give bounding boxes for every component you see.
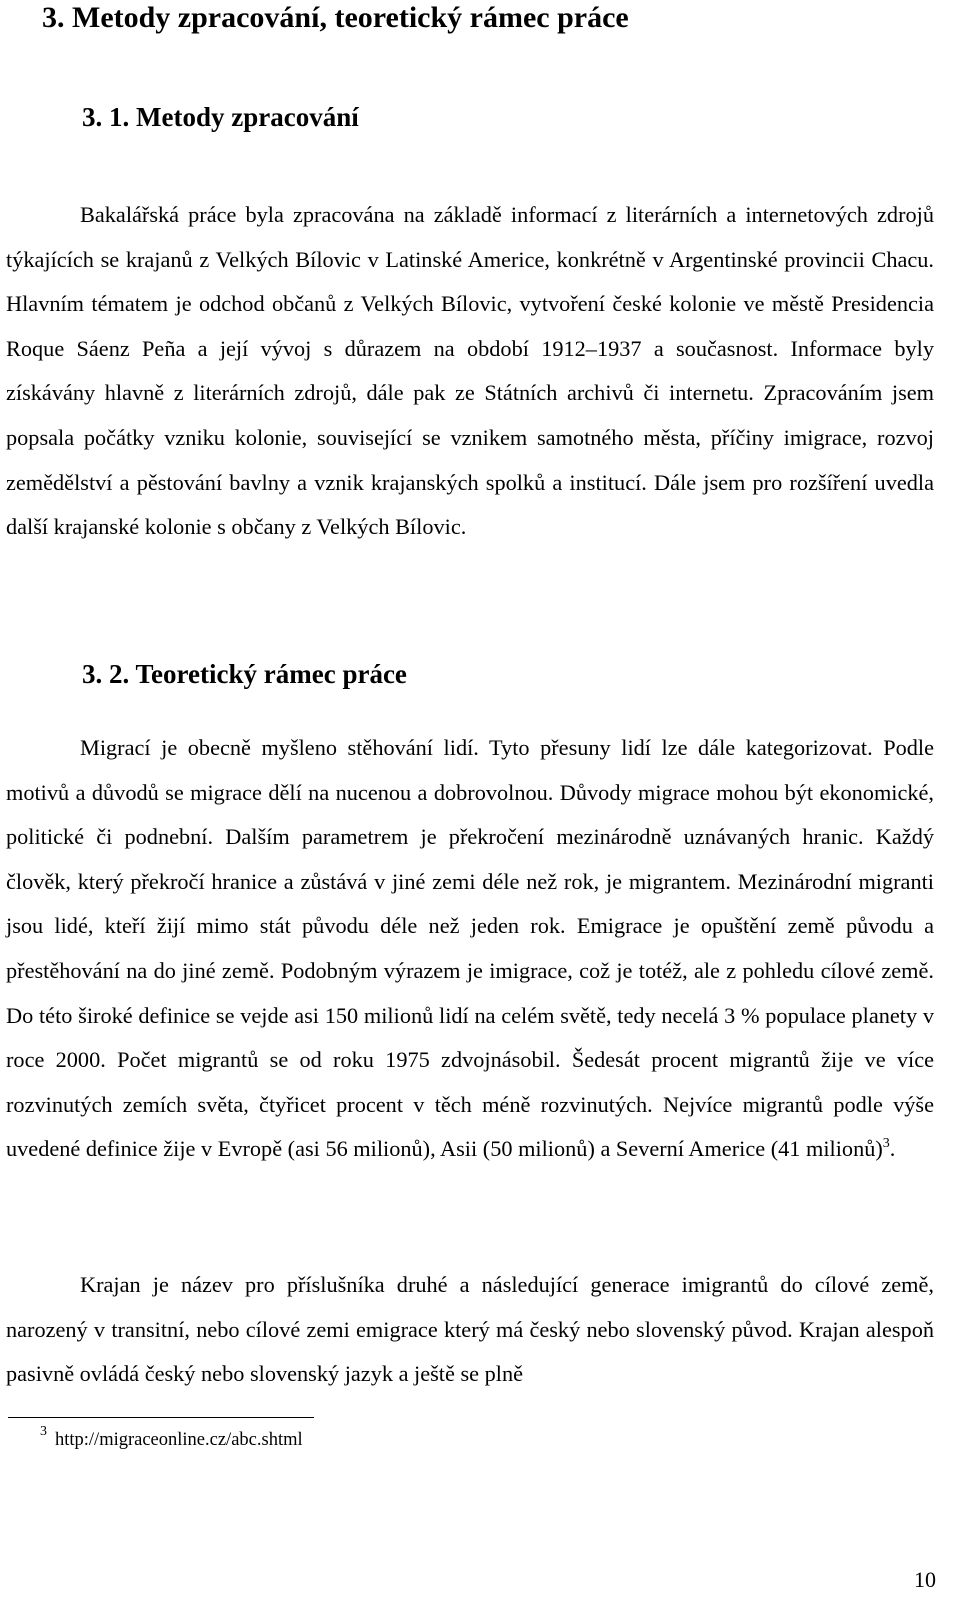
chapter-heading: 3. Metody zpracování, teoretický rámec práce [42,1,629,34]
footnote-separator [8,1417,314,1418]
theory-paragraph-migration [6,726,934,1172]
theory-paragraph-krajan: Krajan je název pro příslušníka druhé a následující generace imigrantů do cílové země, narozený v transitní, nebo cílové zemi emigrace který má český nebo slovenský původ. Krajan alespoň pasivně ovládá český nebo slovenský jazyk a ještě se plně [6,1272,934,1387]
footnote-link[interactable]: http://migraceonline.cz/abc.shtml [55,1430,303,1450]
footnote-reference[interactable]: 3 [882,1136,890,1152]
page-number: 10 [914,1567,936,1592]
footnote [40,1426,303,1454]
methods-paragraph: Bakalářská práce byla zpracována na základě informací z literárních a internetových zdrojů týkajících se krajanů z Velkých Bílovic v Latinské Americe, konkrétně v Argentinské provincii Chacu. Hlavním tématem je odchod občanů z Velkých Bílovic, vytvoření české kolonie ve městě Presidencia Roque Sáenz Peña a její vývoj s důrazem na období 1912–1937 a současnost. Informace byly získávány hlavně z literárních zdrojů, dále pak ze Státních archivů či internetu. Zpracováním jsem popsala počátky vzniku kolonie, související se vznikem samotného města, příčiny imigrace, rozvoj zemědělství a pěstování bavlny a vznik krajanských spolků a institucí. Dále jsem pro rozšíření uvedla další krajanské kolonie s občany z Velkých Bílovic. [6,202,934,540]
section-heading-methods: 3. 1. Metody zpracování [82,102,359,132]
footnote-number: 3 [40,1424,47,1439]
theory-paragraph-end: . [889,1136,896,1162]
theory-paragraph-text: Migrací je obecně myšleno stěhování lidí. Tyto přesuny lidí lze dále kategorizovat. Podle motivů a důvodů se migrace dělí na nucenou a dobrovolnou. Důvody migrace mohou být ekonomické, politické či podnební. Dalším parametrem je překročení mezinárodně uznávaných hranic. Každý člověk, který překročí hranice a zůstává v jiné zemi déle než rok, je migrantem. Mezinárodní migranti jsou lidé, kteří žijí mimo stát původu déle než jeden rok. Emigrace je opuštění země původu a přestěhování na do jiné země. Podobným výrazem je imigrace, což je totéž, ale z pohledu cílové země. Do této široké definice se vejde asi 150 milionů lidí na celém světě, tedy necelá 3 % populace planety v roce 2000. Počet migrantů se od roku 1975 zdvojnásobil. Šedesát procent migrantů žije ve více rozvinutých zemích světa, čtyřicet procent v těch méně rozvinutých. Nejvíce migrantů podle výše uvedené definice žije v Evropě (asi 56 milionů), Asii (50 milionů) a Severní Americe (41 milionů) [6,735,934,1162]
section-heading-theory: 3. 2. Teoretický rámec práce [82,659,407,689]
